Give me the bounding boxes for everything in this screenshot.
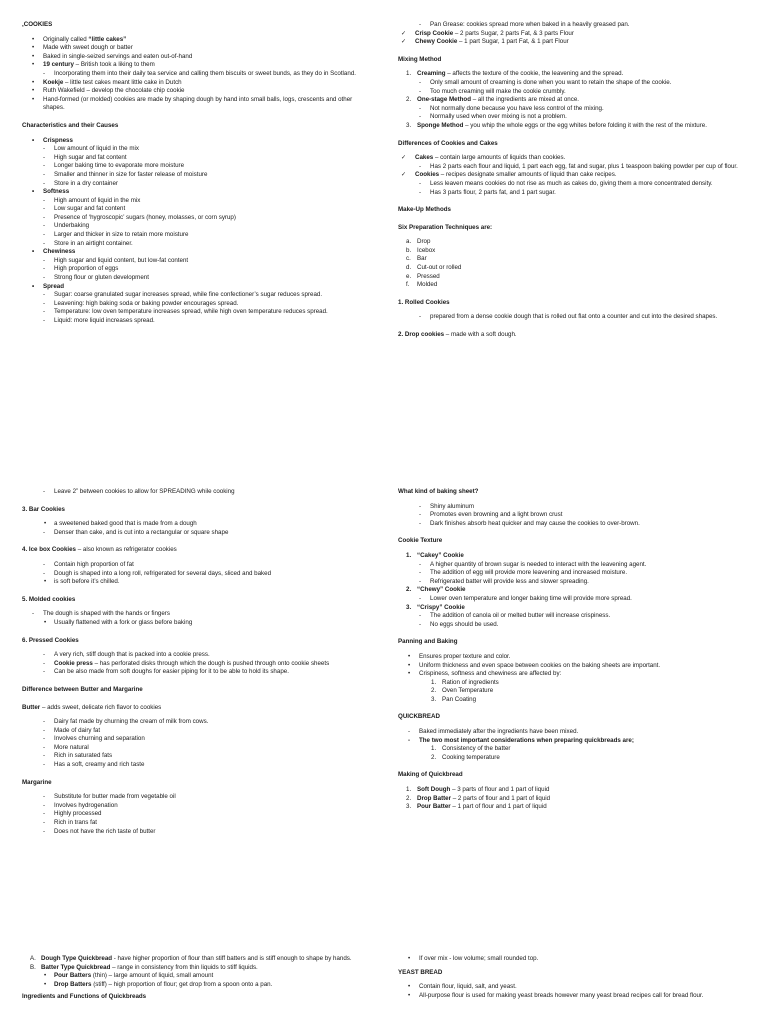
- check-item: ✓ Cookies – recipes designate smaller amounts of liquid than cake recipes.: [398, 171, 743, 180]
- butter-margarine-heading: Difference between Butter and Margarine: [22, 685, 143, 693]
- quickbread-heading: QUICKBREAD: [398, 713, 440, 721]
- texture-list: [398, 552, 743, 629]
- list-item: • Contain flour, liquid, salt, and yeast.: [398, 983, 743, 992]
- mixing-heading: Mixing Method: [398, 55, 442, 63]
- list-item: • Uniform thickness and even space between cookies on the baking sheets are important.: [398, 662, 743, 671]
- spread-label: • Spread: [22, 283, 360, 292]
- page2-right-column: [398, 488, 743, 815]
- list-subitem: - Can be also made from soft doughs for easier piping for it to be able to hold its shape.: [22, 668, 367, 677]
- rolled-list: [398, 313, 743, 322]
- list-subitem: - Normally used when over mixing is not a problem.: [398, 113, 743, 122]
- list-subitem: - Incorporating them into their daily tea service and calling them biscuits or sweet bunds, as they do in Scotland.: [22, 70, 360, 79]
- list-subitem: - Dairy fat made by churning the cream of milk from cows.: [22, 718, 367, 727]
- list-subitem: - Made of dairy fat: [22, 727, 367, 736]
- page3-left-column: [22, 955, 367, 1008]
- list-item: • Originally called “little cakes”: [22, 36, 360, 45]
- bar-heading: 3. Bar Cookies: [22, 505, 65, 513]
- list-subitem: - The dough is shaped with the hands or fingers: [22, 610, 367, 619]
- list-subitem: - Larger and thicker in size to retain more moisture: [22, 231, 360, 240]
- ratio-list: [398, 21, 743, 47]
- list-subitem: - No eggs should be used.: [398, 621, 743, 630]
- chewiness-label: • Chewiness: [22, 248, 360, 257]
- list-subitem: - Strong flour or gluten development: [22, 274, 360, 283]
- ingredients-heading: Ingredients and Functions of Quickbreads: [22, 993, 147, 1001]
- list-subitem: - The addition of canola oil or melted butter will increase crispiness.: [398, 612, 743, 621]
- techniques-list: [398, 238, 743, 290]
- check-item: ✓ Crisp Cookie – 2 parts Sugar, 2 parts Fat, & 3 parts Flour: [398, 30, 743, 39]
- list-item: • All-purpose flour is used for making yeast breads however many yeast bread recipes call for bread flour.: [398, 992, 743, 1001]
- rolled-heading: 1. Rolled Cookies: [398, 298, 450, 306]
- molded-heading: 5. Molded cookies: [22, 595, 76, 603]
- yeast-bread-heading: YEAST BREAD: [398, 968, 443, 976]
- list-subitem: - Dark finishes absorb heat quicker and may cause the cookies to over-brown.: [398, 520, 743, 529]
- list-subitem: 3. Pan Coating: [398, 696, 743, 705]
- list-subitem: - Smaller and thinner in size for faster release of moisture: [22, 171, 360, 180]
- pressed-list: [22, 651, 367, 677]
- list-subitem: - Sugar: coarse granulated sugar increases spread, while fine confectioner’s sugar reduces spread.: [22, 291, 360, 300]
- list-subitem: - Low amount of liquid in the mix: [22, 145, 360, 154]
- list-subitem: - Rich in trans fat: [22, 819, 367, 828]
- list-item: B. Batter Type Quickbread – range in consistency from thin liquids to stiff liquids.: [22, 964, 367, 973]
- list-item: • If over mix - low volume; small rounded top.: [398, 955, 743, 964]
- list-item: f. Molded: [398, 281, 743, 290]
- list-subitem: - Refrigerated batter will provide less and slower spreading.: [398, 578, 743, 587]
- list-subitem: - Involves churning and separation: [22, 735, 367, 744]
- list-subitem: - Leave 2” between cookies to allow for SPREADING while cooking: [22, 488, 367, 497]
- list-item: • Usually flattened with a fork or glass before baking: [22, 619, 367, 628]
- list-item: • is soft before it’s chilled.: [22, 578, 367, 587]
- list-subitem: - Too much creaming will make the cookie crumbly.: [398, 88, 743, 97]
- list-subitem: - Has 2 parts each flour and liquid, 1 part each egg, fat and sugar, plus 1 teaspoon baking powder per cup of flour.: [398, 163, 743, 172]
- list-subitem: - High amount of liquid in the mix: [22, 197, 360, 206]
- list-subitem: - Lower oven temperature and longer baking time will provide more spread.: [398, 595, 743, 604]
- baking-sheet-list: [398, 503, 743, 529]
- intro-list: [22, 36, 360, 113]
- list-subitem: - The addition of egg will provide more leavening and increased moisture.: [398, 569, 743, 578]
- list-subitem: - Low sugar and fat content: [22, 205, 360, 214]
- leave-list: [22, 488, 367, 497]
- list-item: • Ruth Wakefield – develop the chocolate chip cookie: [22, 87, 360, 96]
- quickbread-types-list: [22, 955, 367, 989]
- list-item: 1. Soft Dough – 3 parts of flour and 1 part of liquid: [398, 786, 743, 795]
- icebox-heading: 4. Ice box Cookies – also known as refrigerator cookies: [22, 546, 177, 554]
- list-subitem: - The two most important considerations when preparing quickbreads are;: [398, 737, 743, 746]
- page1-left-column: [22, 21, 360, 329]
- check-item: ✓ Chewy Cookie – 1 part Sugar, 1 part Fat, & 1 part Flour: [398, 38, 743, 47]
- list-item: 2. One-stage Method – all the ingredients are mixed at once.: [398, 96, 743, 105]
- butter-heading: Butter – adds sweet, delicate rich flavor to cookies: [22, 703, 162, 711]
- list-subitem: - Has 3 parts flour, 2 parts fat, and 1 part sugar.: [398, 189, 743, 198]
- list-subitem: - Denser than cake, and is cut into a rectangular or square shape: [22, 529, 367, 538]
- list-subitem: - Involves hydrogenation: [22, 802, 367, 811]
- list-subitem: - Store in a dry container: [22, 180, 360, 189]
- six-techniques-heading: Six Preparation Techniques are:: [398, 223, 493, 231]
- list-item: • Crispiness, softness and chewiness are affected by:: [398, 670, 743, 679]
- texture-heading: Cookie Texture: [398, 537, 443, 545]
- list-subitem: - Temperature: low oven temperature increases spread, while high oven temperature reduces spread.: [22, 308, 360, 317]
- list-item: • 19 century – British took a liking to them: [22, 61, 360, 70]
- margarine-heading: Margarine: [22, 778, 52, 786]
- list-subitem: - Highly processed: [22, 810, 367, 819]
- page1-right-column: [398, 21, 743, 346]
- list-subitem: 2. Cooking temperature: [398, 754, 743, 763]
- molded-list: [22, 610, 367, 627]
- list-subitem: - A very rich, stiff dough that is packed into a cookie press.: [22, 651, 367, 660]
- making-quickbread-heading: Making of Quickbread: [398, 771, 463, 779]
- list-subitem: - Less leaven means cookies do not rise as much as cakes do, giving them a more concentrated density.: [398, 180, 743, 189]
- list-subitem: - Promotes even browning and a light brown crust: [398, 511, 743, 520]
- panning-heading: Panning and Baking: [398, 638, 458, 646]
- list-subitem: - Presence of ‘hygroscopic’ sugars (honey, molasses, or corn syrup): [22, 214, 360, 223]
- list-subitem: 1. Ration of ingredients: [398, 679, 743, 688]
- list-subitem: 2. Oven Temperature: [398, 687, 743, 696]
- panning-list: [398, 653, 743, 705]
- list-subitem: - Cookie press – has perforated disks through which the dough is pushed through onto cookie sheets: [22, 660, 367, 669]
- list-subitem: - Underbaking: [22, 222, 360, 231]
- list-subitem: - Longer baking time to evaporate more moisture: [22, 162, 360, 171]
- list-item: 3. “Crispy” Cookie: [398, 604, 743, 613]
- list-item: 1. “Cakey” Cookie: [398, 552, 743, 561]
- list-subitem: - prepared from a dense cookie dough that is rolled out flat onto a counter and cut into the desired shapes.: [398, 313, 743, 322]
- list-item: 1. Creaming – affects the texture of the cookie, the leavening and the spread.: [398, 70, 743, 79]
- makeup-heading: Make-Up Methods: [398, 206, 451, 214]
- list-item: • Koekje – little test cakes meant little cake in Dutch: [22, 79, 360, 88]
- making-list: [398, 786, 743, 812]
- icebox-list: [22, 561, 367, 587]
- page2-left-column: [22, 488, 367, 839]
- list-item: 3. Sponge Method – you whip the whole eggs or the egg whites before folding it with the rest of the mixture.: [398, 122, 743, 131]
- list-item: • Hand-formed (or molded) cookies are made by shaping dough by hand into small balls, logs, crescents and other shapes.: [22, 96, 360, 113]
- list-item: e. Pressed: [398, 273, 743, 282]
- list-subitem: - Substitute for butter made from vegetable oil: [22, 793, 367, 802]
- list-item: • Made with sweet dough or batter: [22, 44, 360, 53]
- list-subitem: - Store in an airtight container.: [22, 240, 360, 249]
- list-subitem: - Baked immediately after the ingredients have been mixed.: [398, 728, 743, 737]
- overmix-list: [398, 955, 743, 964]
- cookies-title: ,COOKIES: [22, 21, 53, 28]
- list-subitem: - Not normally done because you have less control of the mixing.: [398, 105, 743, 114]
- crispness-label: • Crispness: [22, 137, 360, 146]
- list-item: c. Bar: [398, 255, 743, 264]
- list-item: 2. Drop Batter – 2 parts of flour and 1 part of liquid: [398, 795, 743, 804]
- list-subitem: • Pour Batters (thin) – large amount of liquid, small amount: [22, 972, 367, 981]
- butter-list: [22, 718, 367, 770]
- list-item: 3. Pour Batter – 1 part of flour and 1 part of liquid: [398, 803, 743, 812]
- list-subitem: - Does not have the rich taste of butter: [22, 828, 367, 837]
- list-subitem: - High sugar and fat content: [22, 154, 360, 163]
- list-subitem: - Rich in saturated fats: [22, 752, 367, 761]
- list-subitem: - Dough is shaped into a long roll, refrigerated for several days, sliced and baked: [22, 570, 367, 579]
- mixing-list: [398, 70, 743, 130]
- pressed-heading: 6. Pressed Cookies: [22, 636, 79, 644]
- list-subitem: - A higher quantity of brown sugar is needed to interact with the leavening agent.: [398, 561, 743, 570]
- page3-right-column: [398, 955, 743, 1003]
- list-item: • Ensures proper texture and color.: [398, 653, 743, 662]
- list-item: a. Drop: [398, 238, 743, 247]
- characteristics-heading: Characteristics and their Causes: [22, 121, 119, 129]
- baking-sheet-heading: What kind of baking sheet?: [398, 488, 479, 495]
- list-item: • a sweetened baked good that is made from a dough: [22, 520, 367, 529]
- characteristics-list: [22, 137, 360, 326]
- list-subitem: - Liquid: more liquid increases spread.: [22, 317, 360, 326]
- bar-list: [22, 520, 367, 537]
- list-subitem: - More natural: [22, 744, 367, 753]
- differences-heading: Differences of Cookies and Cakes: [398, 139, 498, 147]
- list-subitem: - Leavening: high baking soda or baking powder encourages spread.: [22, 300, 360, 309]
- list-subitem: - Contain high proportion of fat: [22, 561, 367, 570]
- list-subitem: - Has a soft, creamy and rich taste: [22, 761, 367, 770]
- drop-heading: 2. Drop cookies – made with a soft dough.: [398, 331, 517, 339]
- list-item: d. Cut-out or rolled: [398, 264, 743, 273]
- quickbread-list: [398, 728, 743, 762]
- softness-label: • Softness: [22, 188, 360, 197]
- list-subitem: - High sugar and liquid content, but low-fat content: [22, 257, 360, 266]
- list-item: A. Dough Type Quickbread - have higher proportion of flour than stiff batters and is stiff enough to shape by hands.: [22, 955, 367, 964]
- check-item: ✓ Cakes – contain large amounts of liquids than cookies.: [398, 154, 743, 163]
- yeast-list: [398, 983, 743, 1000]
- list-subitem: - Shiny aluminum: [398, 503, 743, 512]
- list-item: • Baked in single-seized servings and eaten out-of-hand: [22, 53, 360, 62]
- list-subitem: - Pan Grease: cookies spread more when baked in a heavily greased pan.: [398, 21, 743, 30]
- list-subitem: 1. Consistency of the batter: [398, 745, 743, 754]
- list-item: 2. “Chewy” Cookie: [398, 586, 743, 595]
- list-subitem: - High proportion of eggs: [22, 265, 360, 274]
- differences-list: [398, 154, 743, 197]
- list-subitem: - Only small amount of creaming is done when you want to retain the shape of the cookie.: [398, 79, 743, 88]
- margarine-list: [22, 793, 367, 836]
- list-item: b. Icebox: [398, 247, 743, 256]
- list-subitem: • Drop Batters (stiff) – high proportion of flour; get drop from a spoon onto a pan.: [22, 981, 367, 990]
